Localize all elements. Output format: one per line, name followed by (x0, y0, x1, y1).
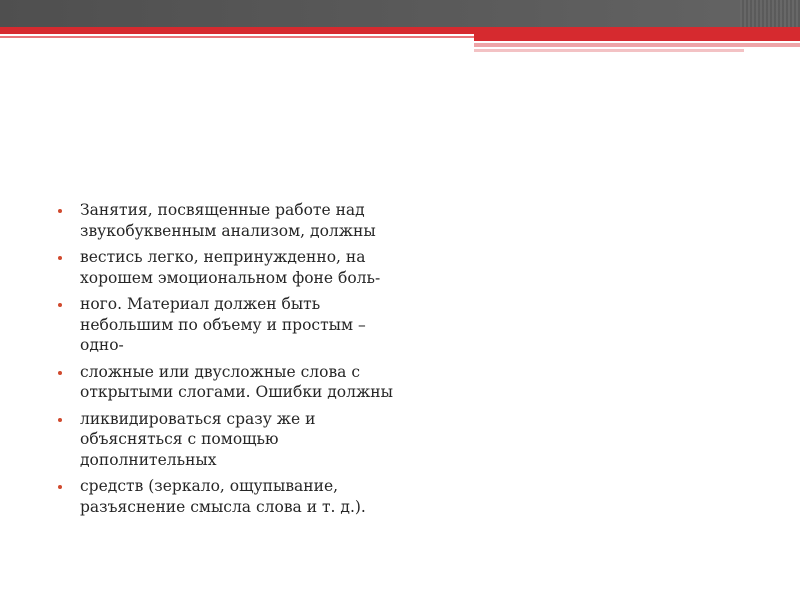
bullet-dot-icon (58, 485, 62, 489)
bullet-dot-icon (58, 418, 62, 422)
accent-stripe-right (474, 27, 800, 41)
accent-thin-stripe-left (0, 36, 474, 38)
bullet-list (58, 200, 398, 517)
bullet-item (58, 294, 398, 356)
header-bar (0, 0, 800, 27)
bullet-item (58, 200, 398, 241)
bullet-dot-icon (58, 256, 62, 260)
bullet-dot-icon (58, 303, 62, 307)
accent-pale-stripe-right-2 (474, 49, 744, 52)
bullet-text: вестись легко, непринужденно, на хорошем эмоциональном фоне боль- (80, 248, 381, 287)
bullet-item (58, 362, 398, 403)
bullet-text: средств (зеркало, ощупывание, разъяснение смысла слова и т. д.). (80, 477, 366, 516)
bullet-text: сложные или двусложные слова с открытыми слогами. Ошибки должны (80, 362, 393, 401)
accent-stripe-left (0, 27, 474, 34)
bullet-item (58, 476, 398, 517)
bullet-text: Занятия, посвященные работе над звукобуквенным анализом, должны (80, 201, 376, 240)
bullet-text: ликвидироваться сразу же и объясняться с помощью дополнительных (80, 409, 316, 469)
slide-body (58, 200, 398, 523)
bullet-dot-icon (58, 209, 62, 213)
accent-pale-stripe-right (474, 43, 800, 47)
header-texture (740, 0, 800, 27)
bullet-text: ного. Материал должен быть небольшим по объему и простым – одно- (80, 295, 366, 354)
bullet-item (58, 409, 398, 471)
bullet-dot-icon (58, 371, 62, 375)
bullet-item (58, 247, 398, 288)
